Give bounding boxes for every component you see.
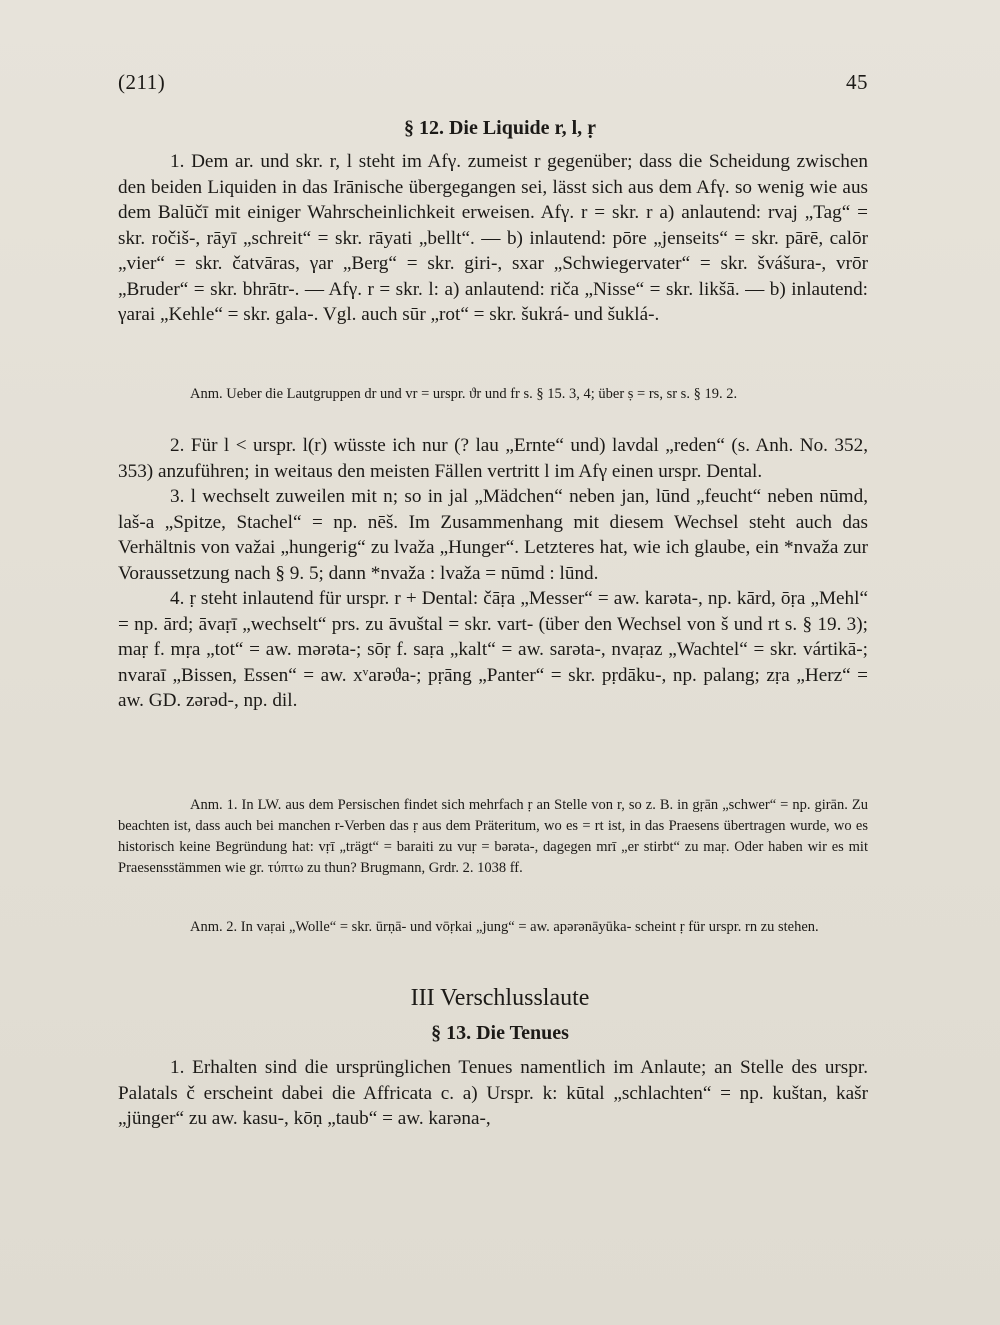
section-12-paragraph-1 bbox=[118, 149, 868, 328]
section-13-paragraph-1 bbox=[118, 1055, 868, 1132]
paragraph-1-text: 1. Dem ar. und skr. r, l steht im Afγ. zumeist r gegenüber; dass die Scheidung zwischen den beiden Liquiden in das Irānische übergegangen sei, lässt sich aus dem Afγ. so wenig wie aus dem Balūčī mit einiger Wahrscheinlichkeit erweisen. Afγ. r = skr. r a) anlautend: rvaj „Tag“ = skr. ročiš-, rāyī „schreit“ = skr. rāyati „bellt“. — b) inlautend: pōre „jenseits“ = skr. pārē, calōr „vier“ = skr. čatvāras, γar „Berg“ = skr. giri-, sxar „Schwiegervater“ = skr. švášura-, vrōr „Bruder“ = skr. bhrātr-. — Afγ. r = skr. l: a) anlautend: riča „Nisse“ = skr. likšā. — b) inlautend: γarai „Kehle“ = skr. gala-. Vgl. auch sūr „rot“ = skr. šukrá- und šuklá-. bbox=[118, 151, 868, 325]
section-12-note bbox=[118, 384, 868, 405]
section-12-heading: § 12. Die Liquide r, l, ṛ bbox=[403, 117, 597, 139]
section-12-note-1 bbox=[118, 795, 868, 879]
paragraph-3-text: 3. l wechselt zuweilen mit n; so in jal „Mädchen“ neben jan, lūnd „feucht“ neben nūmd, laš-a „Spitze, Stachel“ = np. nēš. Im Zusammenhang mit diesem Wechsel steht auch das Verhältnis von važai „hungerig“ zu lvaža „Hunger“. Letzteres hat, wie ich glaube, ein *nvaža zur Voraussetzung nach § 9. 5; dann *nvaža : lvaža = nūmd : lūnd. bbox=[118, 486, 868, 584]
section-13-paragraph-1-text: 1. Erhalten sind die ursprünglichen Tenues namentlich im Anlaute; an Stelle des urspr. Palatals č erscheint dabei die Affricata c. a) Urspr. k: kūtal „schlachten“ = np. kuštan, kašr „jünger“ zu aw. kasu-, kōṇ „taub“ = aw. karəna-, bbox=[118, 1057, 868, 1129]
page-header bbox=[118, 70, 868, 95]
paragraph-4-text: 4. ṛ steht inlautend für urspr. r + Dental: čāṛa „Messer“ = aw. karəta-, np. kārd, ōṛa „Mehl“ = np. ārd; āvaṛī „wechselt“ prs. zu āvuštal = skr. vart- (über den Wechsel von š und rt s. § 19. 3); maṛ f. mṛa „tot“ = aw. mərəta-; sōṛ f. saṛa „kalt“ = aw. sarəta-, nvaṛaz „Wachtel“ = skr. vártikā-; nvaraī „Bissen, Essen“ = aw. xᵛarəϑa-; pṛāng „Panter“ = skr. pṛdāku-, np. palang; zṛa „Herz“ = aw. GD. zərəd-, np. dil. bbox=[118, 588, 868, 711]
page-number: 45 bbox=[846, 70, 868, 94]
section-12-note-2 bbox=[118, 917, 868, 938]
note-2-text: Anm. 2. In vaṛai „Wolle“ = skr. ūrṇā- und vōṛkai „jung“ = aw. apərənāyūka- scheint ṛ für urspr. rn zu stehen. bbox=[190, 919, 819, 935]
section-12-paragraphs-2-4 bbox=[118, 433, 868, 714]
note-text: Anm. Ueber die Lautgruppen dr und vr = urspr. ϑr und fr s. § 15. 3, 4; über ṣ = rs, sr s. § 19. 2. bbox=[190, 386, 738, 402]
section-13-heading: § 13. Die Tenues bbox=[431, 1022, 569, 1044]
chapter-heading: III Verschlusslaute bbox=[410, 985, 590, 1011]
page-section-number: (211) bbox=[118, 70, 166, 94]
paragraph-2-text: 2. Für l < urspr. l(r) wüsste ich nur (? lau „Ernte“ und) lavdal „reden“ (s. Anh. No. 352, 353) anzuführen; in weitaus den meisten Fällen vertritt l im Afγ einen urspr. Dental. bbox=[118, 435, 868, 482]
note-1-text: Anm. 1. In LW. aus dem Persischen findet sich mehrfach ṛ an Stelle von r, so z. B. in gṛān „schwer“ = np. girān. Zu beachten ist, dass auch bei manchen r-Verben das ṛ aus dem Präteritum, wo es = rt ist, in das Praesens übertragen wurde, wo es historisch keine Begründung hat: vṛī „trägt“ = baraiti zu vuṛ = bərəta-, dagegen mrī „er stirbt“ zu maṛ. Oder haben wir es mit Praesensstämmen wie gr. τύπτω zu thun? Brugmann, Grdr. 2. 1038 ff. bbox=[118, 797, 868, 876]
